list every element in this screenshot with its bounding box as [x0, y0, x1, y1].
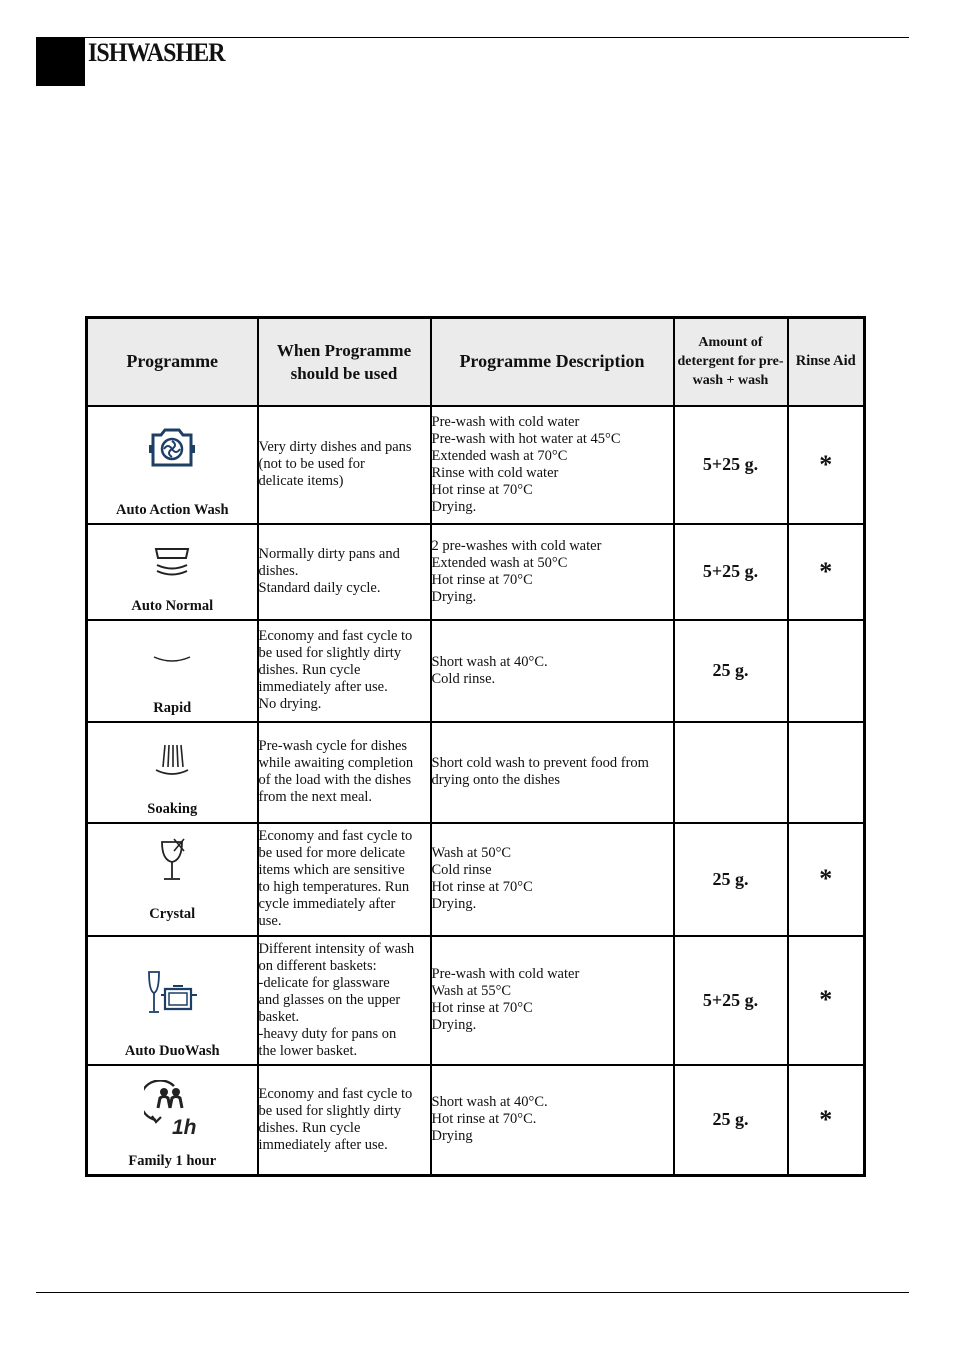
programme-cell [87, 524, 258, 620]
family-1-hour-icon-label: 1h [172, 1115, 197, 1136]
when-line: of the load with the dishes [258, 772, 412, 788]
description-line: Drying. [431, 896, 477, 912]
when-cell [258, 1065, 431, 1176]
programme-name: Rapid [153, 699, 192, 716]
description-cell [431, 620, 674, 722]
table-row [87, 823, 865, 936]
programme-cell [87, 823, 258, 936]
description-cell [431, 722, 674, 823]
when-cell [258, 620, 431, 722]
header-rinse-aid: Rinse Aid [788, 318, 865, 406]
when-line: -heavy duty for pans on [258, 1025, 397, 1042]
when-line: basket. [258, 1008, 300, 1025]
when-line: and glasses on the upper [258, 991, 401, 1008]
description-line: Hot rinse at 70°C [431, 571, 533, 588]
when-line: (not to be used for [258, 456, 365, 472]
when-cell [258, 823, 431, 936]
rinse-aid-cell: * [788, 936, 865, 1065]
when-line: Economy and fast cycle to [258, 1085, 413, 1102]
amount-cell: 25 g. [674, 1065, 788, 1176]
when-line: on different baskets: [258, 957, 377, 974]
description-line: Extended wash at 50°C [431, 554, 568, 571]
family-1-hour-icon [144, 1080, 200, 1136]
when-line: immediately after use. [258, 679, 388, 695]
description-line: Hot rinse at 70°C. [431, 1111, 537, 1128]
description-line: Short wash at 40°C. [431, 1094, 548, 1111]
when-cell [258, 406, 431, 524]
when-line: immediately after use. [258, 1136, 388, 1153]
auto-duowash-icon [145, 969, 199, 1017]
when-line: -delicate for glassware [258, 974, 390, 991]
when-line: No drying. [258, 696, 322, 712]
header-when: When Programme should be used [258, 318, 431, 406]
header-programme: Programme [87, 318, 258, 406]
when-line: be used for slightly dirty [258, 645, 402, 661]
table-header-row [87, 318, 865, 406]
table-row [87, 406, 865, 524]
when-line: Different intensity of wash [258, 940, 415, 957]
rapid-icon [152, 641, 192, 671]
rinse-aid-cell [788, 620, 865, 722]
description-line: Cold rinse. [431, 670, 496, 687]
description-line: drying onto the dishes [431, 772, 560, 788]
description-line: Pre-wash with cold water [431, 966, 580, 982]
programme-name: Family 1 hour [128, 1153, 217, 1169]
amount-cell: 5+25 g. [674, 524, 788, 620]
description-line: Hot rinse at 70°C [431, 481, 533, 498]
when-cell [258, 524, 431, 620]
when-line: delicate items) [258, 473, 344, 489]
description-line: Hot rinse at 70°C [431, 1000, 533, 1016]
programme-cell [87, 406, 258, 524]
when-cell [258, 722, 431, 823]
when-line: to high temperatures. Run [258, 879, 410, 895]
when-cell [258, 936, 431, 1065]
description-line: Short wash at 40°C. [431, 653, 548, 670]
description-cell [431, 524, 674, 620]
table-row [87, 936, 865, 1065]
programme-cell [87, 722, 258, 823]
when-line: Pre-wash cycle for dishes [258, 738, 408, 754]
when-line: Very dirty dishes and pans [258, 439, 412, 455]
amount-cell: 25 g. [674, 620, 788, 722]
when-line: cycle immediately after [258, 896, 396, 912]
auto-normal-icon [153, 545, 191, 579]
programme-name: Auto Normal [131, 597, 214, 614]
when-line: Normally dirty pans and [258, 546, 400, 562]
description-line: Hot rinse at 70°C [431, 879, 533, 895]
amount-cell: 5+25 g. [674, 936, 788, 1065]
description-line: Drying. [431, 498, 477, 515]
description-line: Drying. [431, 1017, 477, 1033]
description-line: Wash at 55°C [431, 983, 512, 999]
rinse-aid-cell: * [788, 524, 865, 620]
description-line: Short cold wash to prevent food from [431, 755, 649, 771]
description-line: Extended wash at 70°C [431, 447, 568, 464]
when-line: use. [258, 913, 282, 929]
header-amount: Amount of detergent for pre-wash + wash [674, 318, 788, 406]
description-line: Drying. [431, 588, 477, 605]
when-line: from the next meal. [258, 789, 373, 805]
section-marker-block [36, 37, 85, 86]
when-line: Economy and fast cycle to [258, 828, 413, 844]
rinse-aid-cell [788, 722, 865, 823]
description-line: 2 pre-washes with cold water [431, 537, 602, 554]
rinse-aid-cell: * [788, 823, 865, 936]
description-line: Drying [431, 1128, 473, 1145]
when-line: Economy and fast cycle to [258, 628, 413, 644]
when-line: be used for slightly dirty [258, 1102, 402, 1119]
when-line: dishes. Run cycle [258, 1119, 361, 1136]
amount-cell [674, 722, 788, 823]
programme-table [85, 316, 866, 1177]
programme-name: Auto DuoWash [124, 1042, 220, 1059]
programme-cell [87, 936, 258, 1065]
amount-cell: 25 g. [674, 823, 788, 936]
description-cell [431, 936, 674, 1065]
description-cell [431, 823, 674, 936]
when-line: be used for more delicate [258, 845, 406, 861]
when-line: Standard daily cycle. [258, 580, 381, 596]
description-cell [431, 1065, 674, 1176]
description-line: Wash at 50°C [431, 845, 512, 861]
when-line: dishes. [258, 563, 299, 579]
programme-name: Auto Action Wash [115, 501, 229, 518]
crystal-glass-icon [157, 838, 187, 884]
header-description: Programme Description [431, 318, 674, 406]
table-row [87, 722, 865, 823]
programme-name: Soaking [147, 800, 198, 817]
when-line: while awaiting completion [258, 755, 414, 771]
soaking-icon [153, 743, 191, 779]
rinse-aid-cell: * [788, 406, 865, 524]
when-line: dishes. Run cycle [258, 662, 361, 678]
programme-cell [87, 620, 258, 722]
description-cell [431, 406, 674, 524]
amount-cell: 5+25 g. [674, 406, 788, 524]
auto-action-wash-icon [147, 427, 197, 469]
programme-cell [87, 1065, 258, 1176]
table-row [87, 1065, 865, 1176]
bottom-rule [36, 1292, 909, 1293]
description-line: Cold rinse [431, 862, 492, 878]
description-line: Rinse with cold water [431, 464, 559, 481]
when-line: the lower basket. [258, 1042, 358, 1059]
rinse-aid-cell: * [788, 1065, 865, 1176]
table-row [87, 620, 865, 722]
programme-name: Crystal [149, 905, 196, 922]
page-title: ISHWASHER [88, 38, 225, 67]
description-line: Pre-wash with cold water [431, 413, 580, 430]
when-line: items which are sensitive [258, 862, 405, 878]
description-line: Pre-wash with hot water at 45°C [431, 430, 621, 447]
table-row [87, 524, 865, 620]
